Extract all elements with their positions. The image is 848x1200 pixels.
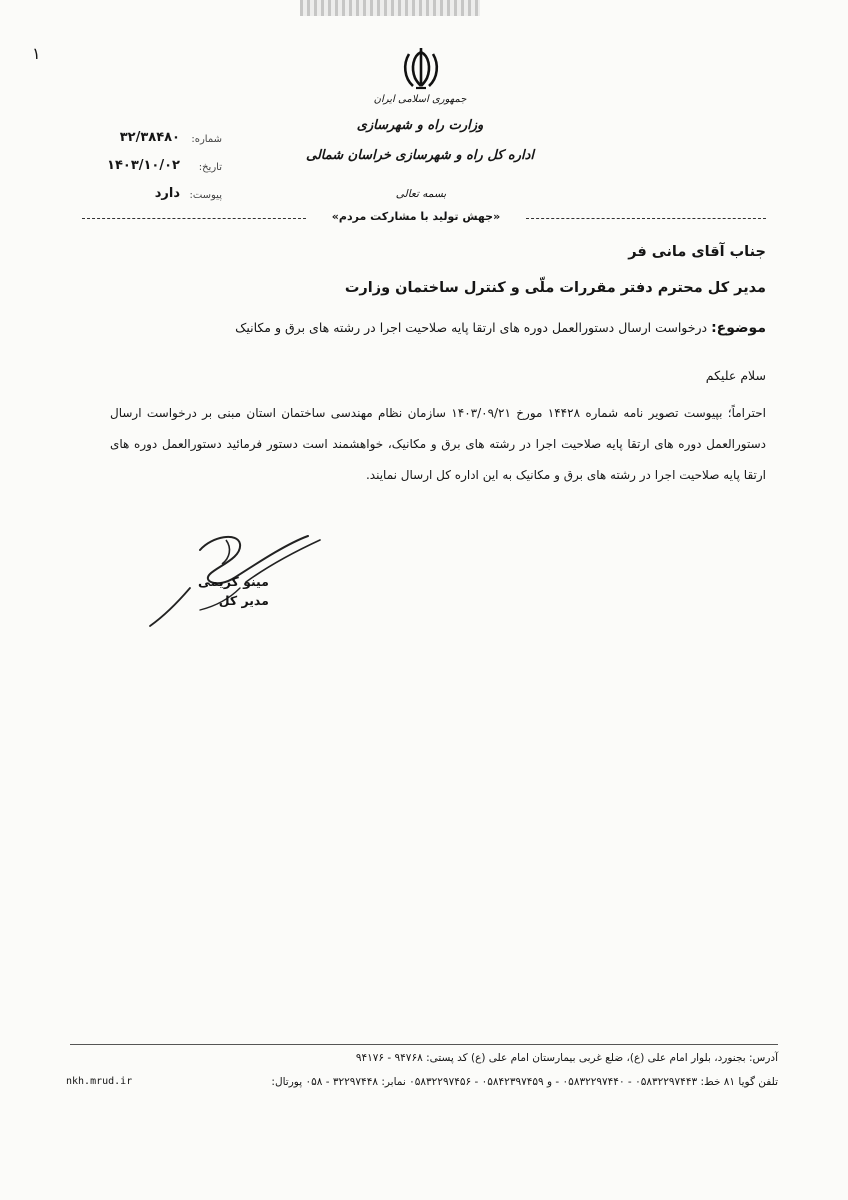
attachment-label: پیوست: [189,190,222,201]
letter-body: احتراماً؛ بپیوست تصویر نامه شماره ۱۴۴۲۸ مورخ ۱۴۰۳/۰۹/۲۱ سازمان نظام مهندسی ساختمان استان مبنی بر درخواست ارسال دستورالعمل دوره های ارتقا پایه صلاحیت اجرا در رشته های برق و مکانیک، خواهشمند است دستور فرمائید دستورالعمل دوره های ارتقا پایه صلاحیت اجرا در رشته های برق و مکانیک به این اداره کل ارسال نمایند. [110,406,766,482]
footer-address: آدرس: بجنورد، بلوار امام علی (ع)، ضلع غربی بیمارستان امام علی (ع) کد پستی: ۹۴۷۶۸ - ۹۴۱۷۶ [355,1052,778,1064]
footer-phones: تلفن گویا ۸۱ خط: ۰۵۸۳۲۲۹۷۴۴۳ - ۰۵۸۳۲۲۹۷۴۴۰ - و ۰۵۸۴۲۳۹۷۴۵۹ - ۰۵۸۳۲۲۹۷۴۵۶ نمابر: ۳۲۲۹۷۴۴۸ - ۰۵۸ پورتال: [271,1076,778,1088]
number-label: شماره: [191,134,222,145]
subject-label: موضوع: [711,320,766,336]
ministry-name: وزارت راه و شهرسازی [356,118,484,133]
signatory-title: مدیر کل [218,593,269,608]
bismillah: بسمه تعالی [395,188,447,200]
divider-right [526,218,766,219]
date-value: ۱۴۰۳/۱۰/۰۲ [107,158,180,173]
country-name: جمهوری اسلامی ایران [373,94,467,105]
addressee-title: مدیر کل محترم دفتر مقررات ملّی و کنترل ساختمان وزارت [344,280,766,296]
department-name: اداره کل راه و شهرسازی خراسان شمالی [305,148,535,163]
number-value: ۳۲/۳۸۴۸۰ [119,130,180,145]
subject-line [126,320,766,336]
footer-divider [70,1044,778,1045]
attachment-value: دارد [154,186,180,201]
signatory [198,572,269,610]
addressee-name: جناب آقای مانی فر [628,244,766,260]
date-label: تاریخ: [198,162,222,173]
signatory-name: مینو کریمی [198,574,269,589]
subject-text: درخواست ارسال دستورالعمل دوره های ارتقا پایه صلاحیت اجرا در رشته های برق و مکانیک [235,320,708,335]
iran-emblem-icon [399,44,443,94]
scan-artifact [300,0,480,16]
greeting: سلام علیکم [705,368,766,383]
footer-portal[interactable]: nkh.mrud.ir [66,1076,133,1087]
slogan: «جهش تولید با مشارکت مردم» [331,210,501,223]
page-mark: ١ [32,44,41,63]
divider-left [82,218,306,219]
